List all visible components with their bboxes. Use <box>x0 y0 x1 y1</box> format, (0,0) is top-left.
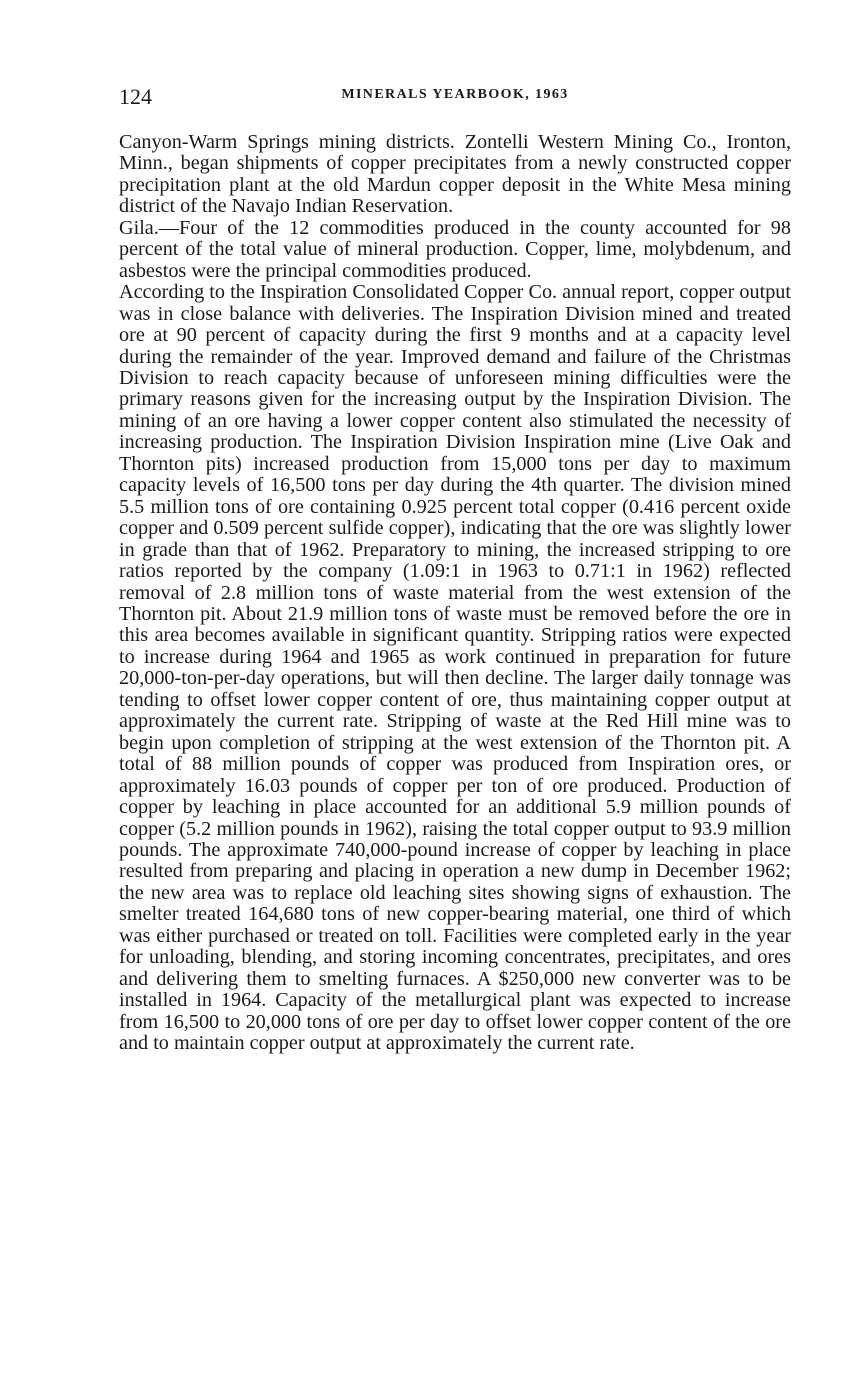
paragraph-text: According to the Inspiration Consolidated Copper Co. annual report, copper output was in close balance with deliveries. The Inspiration Division mined and treated ore at 90 percent of capacity during the first 9 months and at a capacity level during the remainder of the year. Improved demand and failure of the Christmas Division to reach capacity because of unforeseen mining difficulties were the primary reasons given for the increasing output by the Inspiration Division. The mining of an ore having a lower copper content also stimulated the necessity of increasing production. The Inspiration Division Inspiration mine (Live Oak and Thornton pits) increased production from 15,000 tons per day to maximum capacity levels of 16,500 tons per day during the 4th quarter. The division mined 5.5 million tons of ore containing 0.925 percent total copper (0.416 percent oxide copper and 0.509 percent sulfide copper), indicating that the ore was slightly lower in grade than that of 1962. Preparatory to mining, the increased stripping to ore ratios reported by the company (1.09:1 in 1963 to 0.71:1 in 1962) reflected removal of 2.8 million tons of waste material from the west extension of the Thornton pit. About 21.9 million tons of waste must be removed before the ore in this area becomes available in significant quantity. Stripping ratios were expected to increase during 1964 and 1965 as work continued in preparation for future 20,000-ton-per-day operations, but will then decline. The larger daily tonnage was tending to offset lower copper content of ore, thus maintaining copper output at approximately the current rate. Stripping of waste at the Red Hill mine was to begin upon completion of stripping at the west extension of the Thornton pit. A total of 88 million pounds of copper was produced from Inspiration ores, or approximately 16.03 pounds of copper per ton of ore produced. Production of copper by leaching in place accounted for an additional 5.9 million pounds of copper (5.2 million pounds in 1962), raising the total copper output to 93.9 million pounds. The approximate 740,000-pound increase of copper by leaching in place resulted from preparing and placing in operation a new dump in December 1962; the new area was to replace old leaching sites showing signs of exhaustion. The smelter treated 164,680 tons of new copper-bearing material, one third of which was either purchased or treated on toll. Facilities were completed early in the year for unloading, blending, and storing incoming concentrates, precipitates, and ores and delivering them to smelting furnaces. A $250,000 new converter was to be installed in 1964. Capacity of the metallurgical plant was expected to increase from 16,500 to 20,000 tons of ore per day to offset lower copper content of the ore and to maintain copper output at approximately the current rate. <box>119 281 791 1055</box>
paragraph-text: —Four of the 12 commodities produced in the county accounted for 98 percent of the total value of mineral production. Copper, lime, molybdenum, and asbestos were the principal commodities produced. <box>119 216 791 282</box>
county-heading: Gila. <box>119 216 159 239</box>
paragraph <box>119 218 791 282</box>
page-header <box>119 84 791 114</box>
running-head: MINERALS YEARBOOK, 1963 <box>341 87 569 102</box>
body-text <box>119 132 791 1054</box>
page-number: 124 <box>119 84 152 109</box>
paragraph <box>119 132 791 218</box>
paragraph <box>119 282 791 1054</box>
document-page <box>119 84 791 1054</box>
paragraph-text: Canyon-Warm Springs mining districts. Zontelli Western Mining Co., Ironton, Minn., began shipments of copper precipitates from a newly constructed copper precipitation plant at the old Mardun copper deposit in the White Mesa mining district of the Navajo Indian Reservation. <box>119 131 791 218</box>
